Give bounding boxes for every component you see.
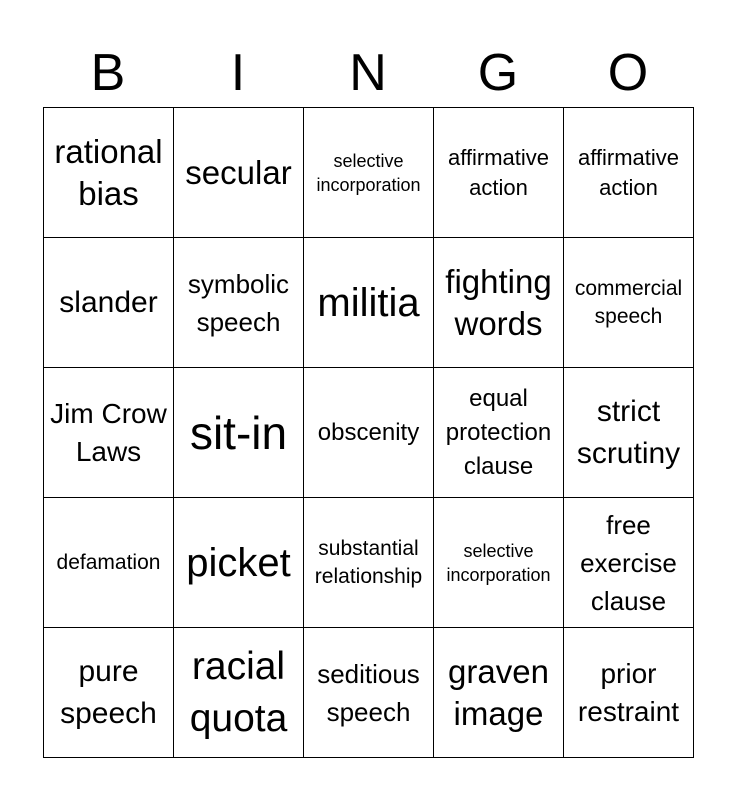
cell-text: affirmative action <box>447 144 550 200</box>
bingo-cell[interactable] <box>174 368 304 498</box>
cell-text: symbolic speech <box>187 268 290 337</box>
cell-text: graven image <box>448 652 549 732</box>
header-letter-o: O <box>607 44 649 102</box>
bingo-cell[interactable] <box>304 238 434 368</box>
cell-text: obscenity <box>317 418 420 446</box>
cell-text: equal protection clause <box>445 384 552 480</box>
bingo-row <box>44 368 694 498</box>
cell-text: seditious speech <box>317 658 420 727</box>
cell-text: slander <box>59 285 158 319</box>
cell-text: selective incorporation <box>316 150 421 195</box>
header-letter-n: N <box>349 44 387 102</box>
bingo-row <box>44 108 694 238</box>
bingo-cell[interactable] <box>434 368 564 498</box>
bingo-cell[interactable] <box>44 498 174 628</box>
cell-text: strict scrutiny <box>576 394 681 470</box>
bingo-cell[interactable] <box>304 368 434 498</box>
bingo-row <box>44 628 694 758</box>
bingo-cell[interactable] <box>174 108 304 238</box>
cell-text: Jim Crow Laws <box>50 397 167 467</box>
cell-text: racial quota <box>189 644 288 740</box>
bingo-cell[interactable] <box>304 628 434 758</box>
cell-text: sit-in <box>189 406 288 459</box>
header-letter-b: B <box>90 44 126 102</box>
cell-text: free exercise clause <box>580 509 677 616</box>
bingo-cell[interactable] <box>434 108 564 238</box>
cell-text: militia <box>317 280 420 325</box>
bingo-header <box>43 40 693 106</box>
bingo-cell[interactable] <box>174 628 304 758</box>
cell-text: picket <box>186 540 291 585</box>
cell-text: secular <box>185 153 292 191</box>
bingo-row <box>44 498 694 628</box>
cell-text: defamation <box>56 550 161 574</box>
bingo-cell[interactable] <box>44 368 174 498</box>
cell-text: affirmative action <box>577 144 680 200</box>
bingo-cell[interactable] <box>304 498 434 628</box>
bingo-cell[interactable] <box>44 628 174 758</box>
cell-text: substantial relationship <box>314 536 423 588</box>
cell-text: rational bias <box>54 132 163 212</box>
bingo-cell[interactable] <box>304 108 434 238</box>
header-letter-i: I <box>230 44 246 102</box>
bingo-cell[interactable] <box>564 368 694 498</box>
cell-text: fighting words <box>445 262 552 342</box>
bingo-cell[interactable] <box>564 628 694 758</box>
bingo-cell[interactable] <box>434 628 564 758</box>
bingo-grid <box>43 107 694 758</box>
bingo-cell[interactable] <box>174 498 304 628</box>
bingo-cell[interactable] <box>174 238 304 368</box>
bingo-cell[interactable] <box>564 108 694 238</box>
cell-text: pure speech <box>60 654 157 730</box>
bingo-cell[interactable] <box>564 238 694 368</box>
bingo-cell[interactable] <box>44 108 174 238</box>
bingo-row <box>44 238 694 368</box>
bingo-cell[interactable] <box>434 238 564 368</box>
cell-text: prior restraint <box>577 657 680 727</box>
bingo-cell[interactable] <box>434 498 564 628</box>
bingo-cell[interactable] <box>564 498 694 628</box>
header-letter-g: G <box>477 44 519 102</box>
cell-text: selective incorporation <box>446 540 551 585</box>
cell-text: commercial speech <box>574 276 683 328</box>
bingo-cell[interactable] <box>44 238 174 368</box>
